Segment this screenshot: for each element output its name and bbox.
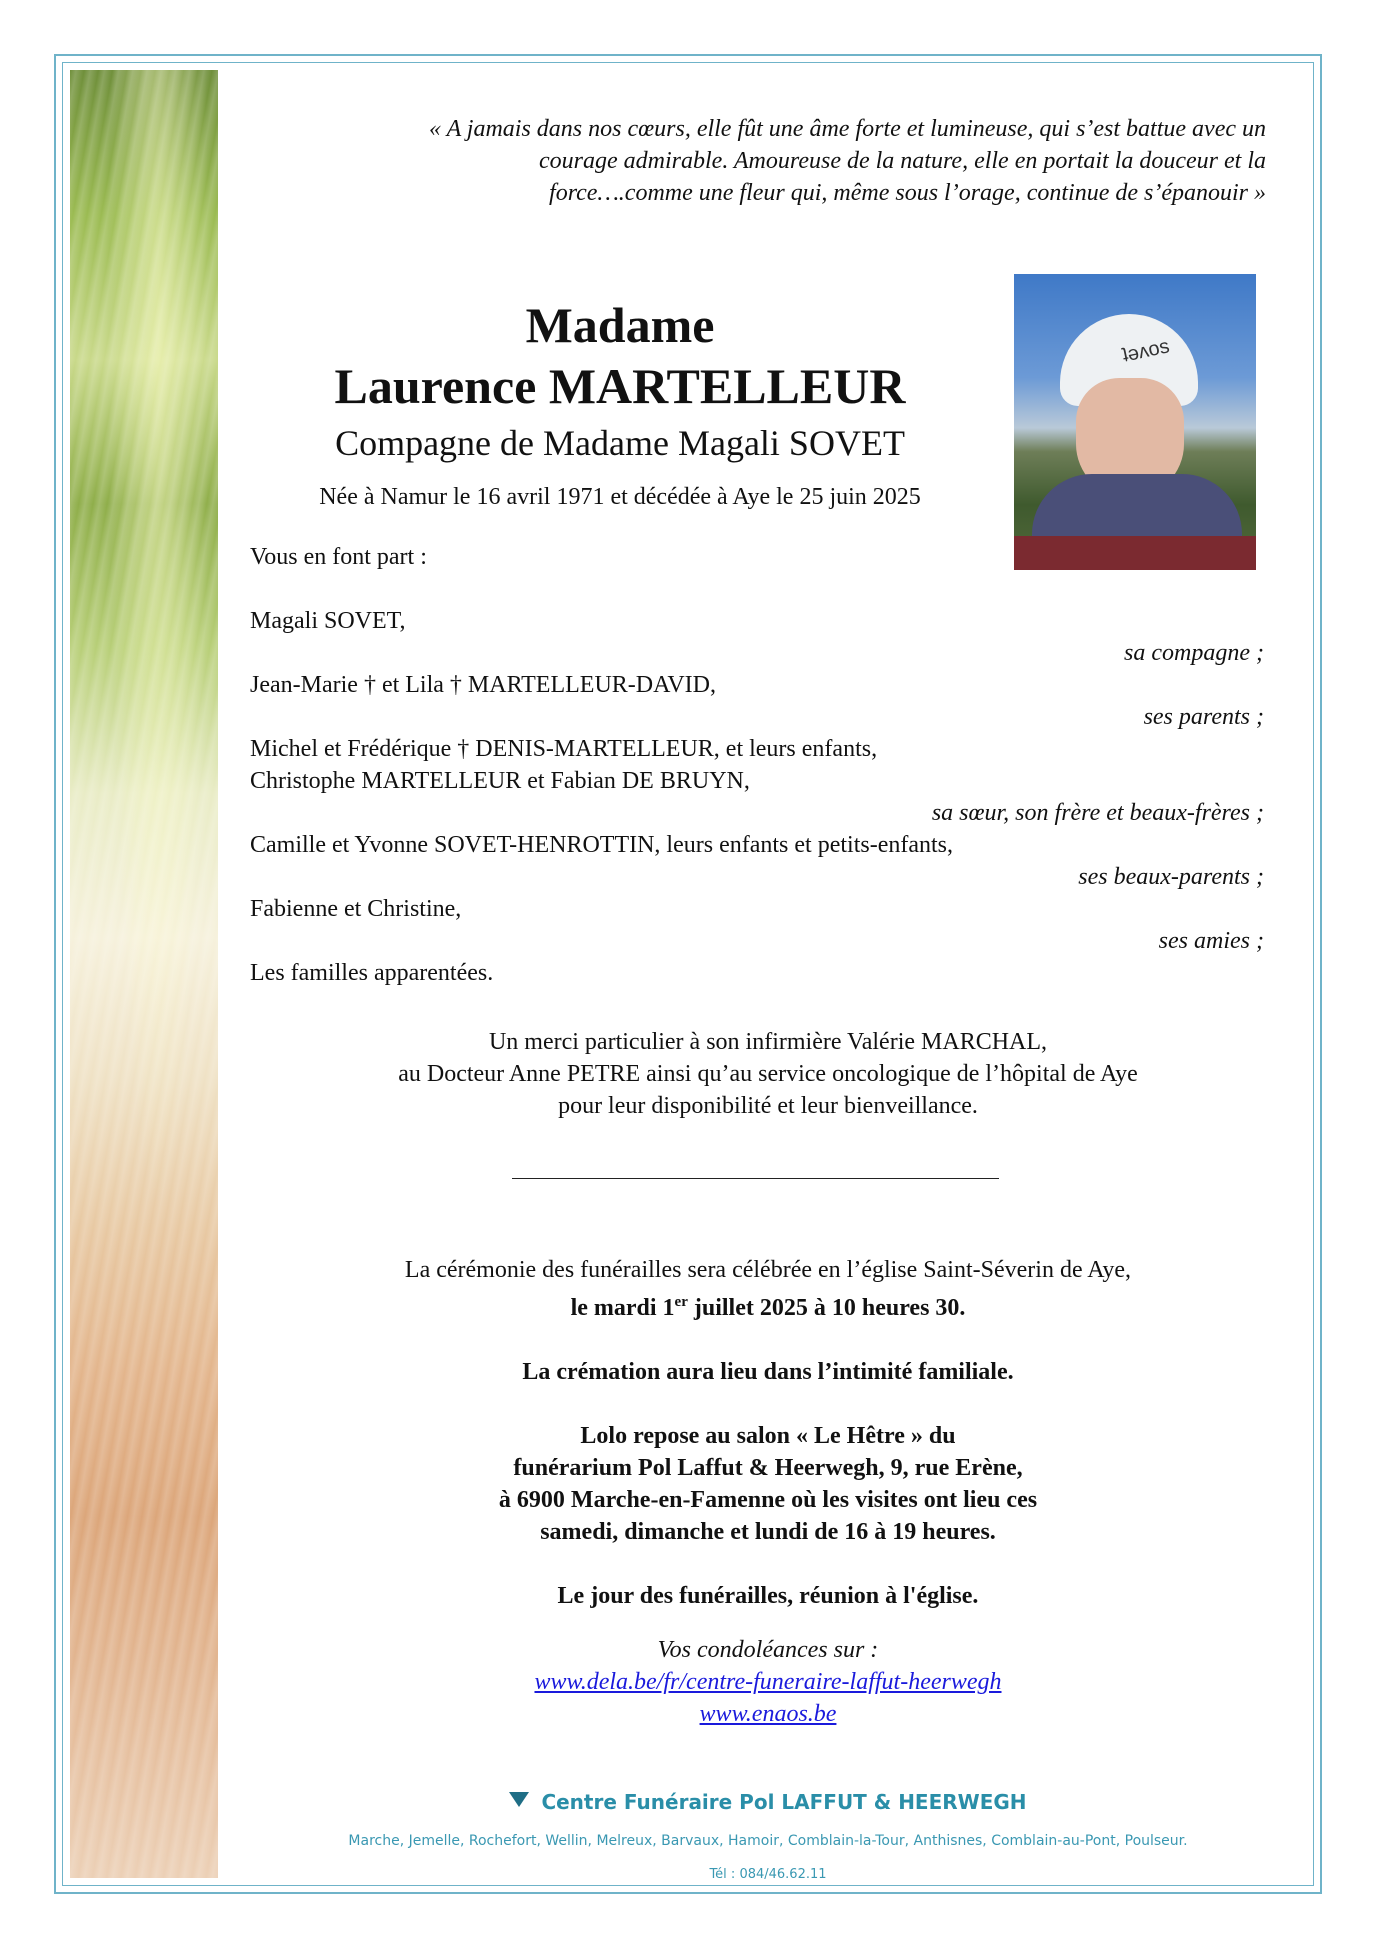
family-relation: sa compagne ; xyxy=(1124,640,1264,666)
condolences-label: Vos condoléances sur : xyxy=(657,1637,879,1663)
condolences-section xyxy=(270,1634,1266,1730)
thanks-line-1: Un merci particulier à son infirmière Valérie MARCHAL, xyxy=(488,1029,1048,1055)
dela-link[interactable]: www.dela.be/fr/centre-funeraire-laffut-heerwegh xyxy=(534,1669,1002,1695)
family-relation: ses amies ; xyxy=(1158,928,1264,954)
quote-line-2: courage admirable. Amoureuse de la nature, elle en portait la douceur et la xyxy=(539,148,1266,174)
funeral-home-name xyxy=(270,1790,1266,1814)
deceased-name: Laurence MARTELLEUR xyxy=(334,358,906,414)
family-relation: ses parents ; xyxy=(1143,704,1264,730)
ceremony-details xyxy=(270,1254,1266,1612)
rest-line-4: samedi, dimanche et lundi de 16 à 19 heures. xyxy=(540,1519,996,1545)
ceremony-date-start: le mardi 1 xyxy=(570,1295,675,1321)
ceremony-date-end: juillet 2025 à 10 heures 30. xyxy=(687,1295,966,1321)
quote-line-3: force….comme une fleur qui, même sous l’orage, continue de s’épanouir » xyxy=(549,180,1266,206)
triangle-down-icon xyxy=(509,1792,529,1807)
deceased-title: Madame xyxy=(525,297,715,353)
separator-line xyxy=(512,1178,999,1179)
cremation-note: La crémation aura lieu dans l’intimité familiale. xyxy=(522,1359,1014,1385)
funeral-home-label: Centre Funéraire Pol LAFFUT & HEERWEGH xyxy=(541,1790,1027,1814)
announcement-intro: Vous en font part : xyxy=(250,544,427,570)
portrait-photo xyxy=(1014,274,1256,570)
family-names: Camille et Yvonne SOVET-HENROTTIN, leurs enfants et petits-enfants, xyxy=(250,832,953,858)
family-entry-partner xyxy=(250,605,1264,669)
family-names: Jean-Marie † et Lila † MARTELLEUR-DAVID, xyxy=(250,672,717,698)
family-names: Michel et Frédérique † DENIS-MARTELLEUR, et leurs enfants, xyxy=(250,736,878,762)
photo-hat-text: ʇəʌos xyxy=(1120,335,1172,367)
rest-line-2: funérarium Pol Laffut & Heerwegh, 9, rue Erène, xyxy=(513,1455,1023,1481)
family-names: Magali SOVET, xyxy=(250,608,406,634)
funeral-home-phone: Tél : 084/46.62.11 xyxy=(709,1867,827,1882)
family-relation: ses beaux-parents ; xyxy=(1078,864,1264,890)
meeting-note: Le jour des funérailles, réunion à l'église. xyxy=(557,1583,979,1609)
thanks-line-2: au Docteur Anne PETRE ainsi qu’au service oncologique de l’hôpital de Aye xyxy=(398,1061,1138,1087)
family-entry-parents xyxy=(250,669,1264,733)
family-relation: sa sœur, son frère et beaux-frères ; xyxy=(931,800,1264,826)
birth-death-dates: Née à Namur le 16 avril 1971 et décédée à Aye le 25 juin 2025 xyxy=(319,484,921,510)
thanks-paragraph xyxy=(270,1026,1266,1122)
ceremony-date-ordinal: er xyxy=(674,1294,688,1310)
family-names: Fabienne et Christine, xyxy=(250,896,462,922)
ceremony-location: La cérémonie des funérailles sera célébrée en l’église Saint-Séverin de Aye, xyxy=(404,1257,1132,1283)
funeral-home-towns: Marche, Jemelle, Rochefort, Wellin, Melreux, Barvaux, Hamoir, Comblain-la-Tour, Anthisnes, Comblain-au-Pont, Poulseur. xyxy=(348,1833,1188,1849)
family-entry-in-laws xyxy=(250,829,1264,893)
ceremony-date xyxy=(270,1286,1266,1324)
memorial-quote xyxy=(270,113,1266,209)
quote-line-1: « A jamais dans nos cœurs, elle fût une âme forte et lumineuse, qui s’est battue avec un xyxy=(429,116,1266,142)
announcement-closing: Les familles apparentées. xyxy=(250,960,494,986)
family-names: Christophe MARTELLEUR et Fabian DE BRUYN, xyxy=(250,768,750,794)
rest-line-1: Lolo repose au salon « Le Hêtre » du xyxy=(580,1423,956,1449)
companion-line: Compagne de Madame Magali SOVET xyxy=(335,423,905,463)
enaos-link[interactable]: www.enaos.be xyxy=(699,1701,837,1727)
rest-line-3: à 6900 Marche-en-Famenne où les visites ont lieu ces xyxy=(498,1487,1038,1513)
family-entry-friends xyxy=(250,893,1264,957)
family-entry-siblings xyxy=(250,733,1264,829)
thanks-line-3: pour leur disponibilité et leur bienveillance. xyxy=(558,1093,978,1119)
